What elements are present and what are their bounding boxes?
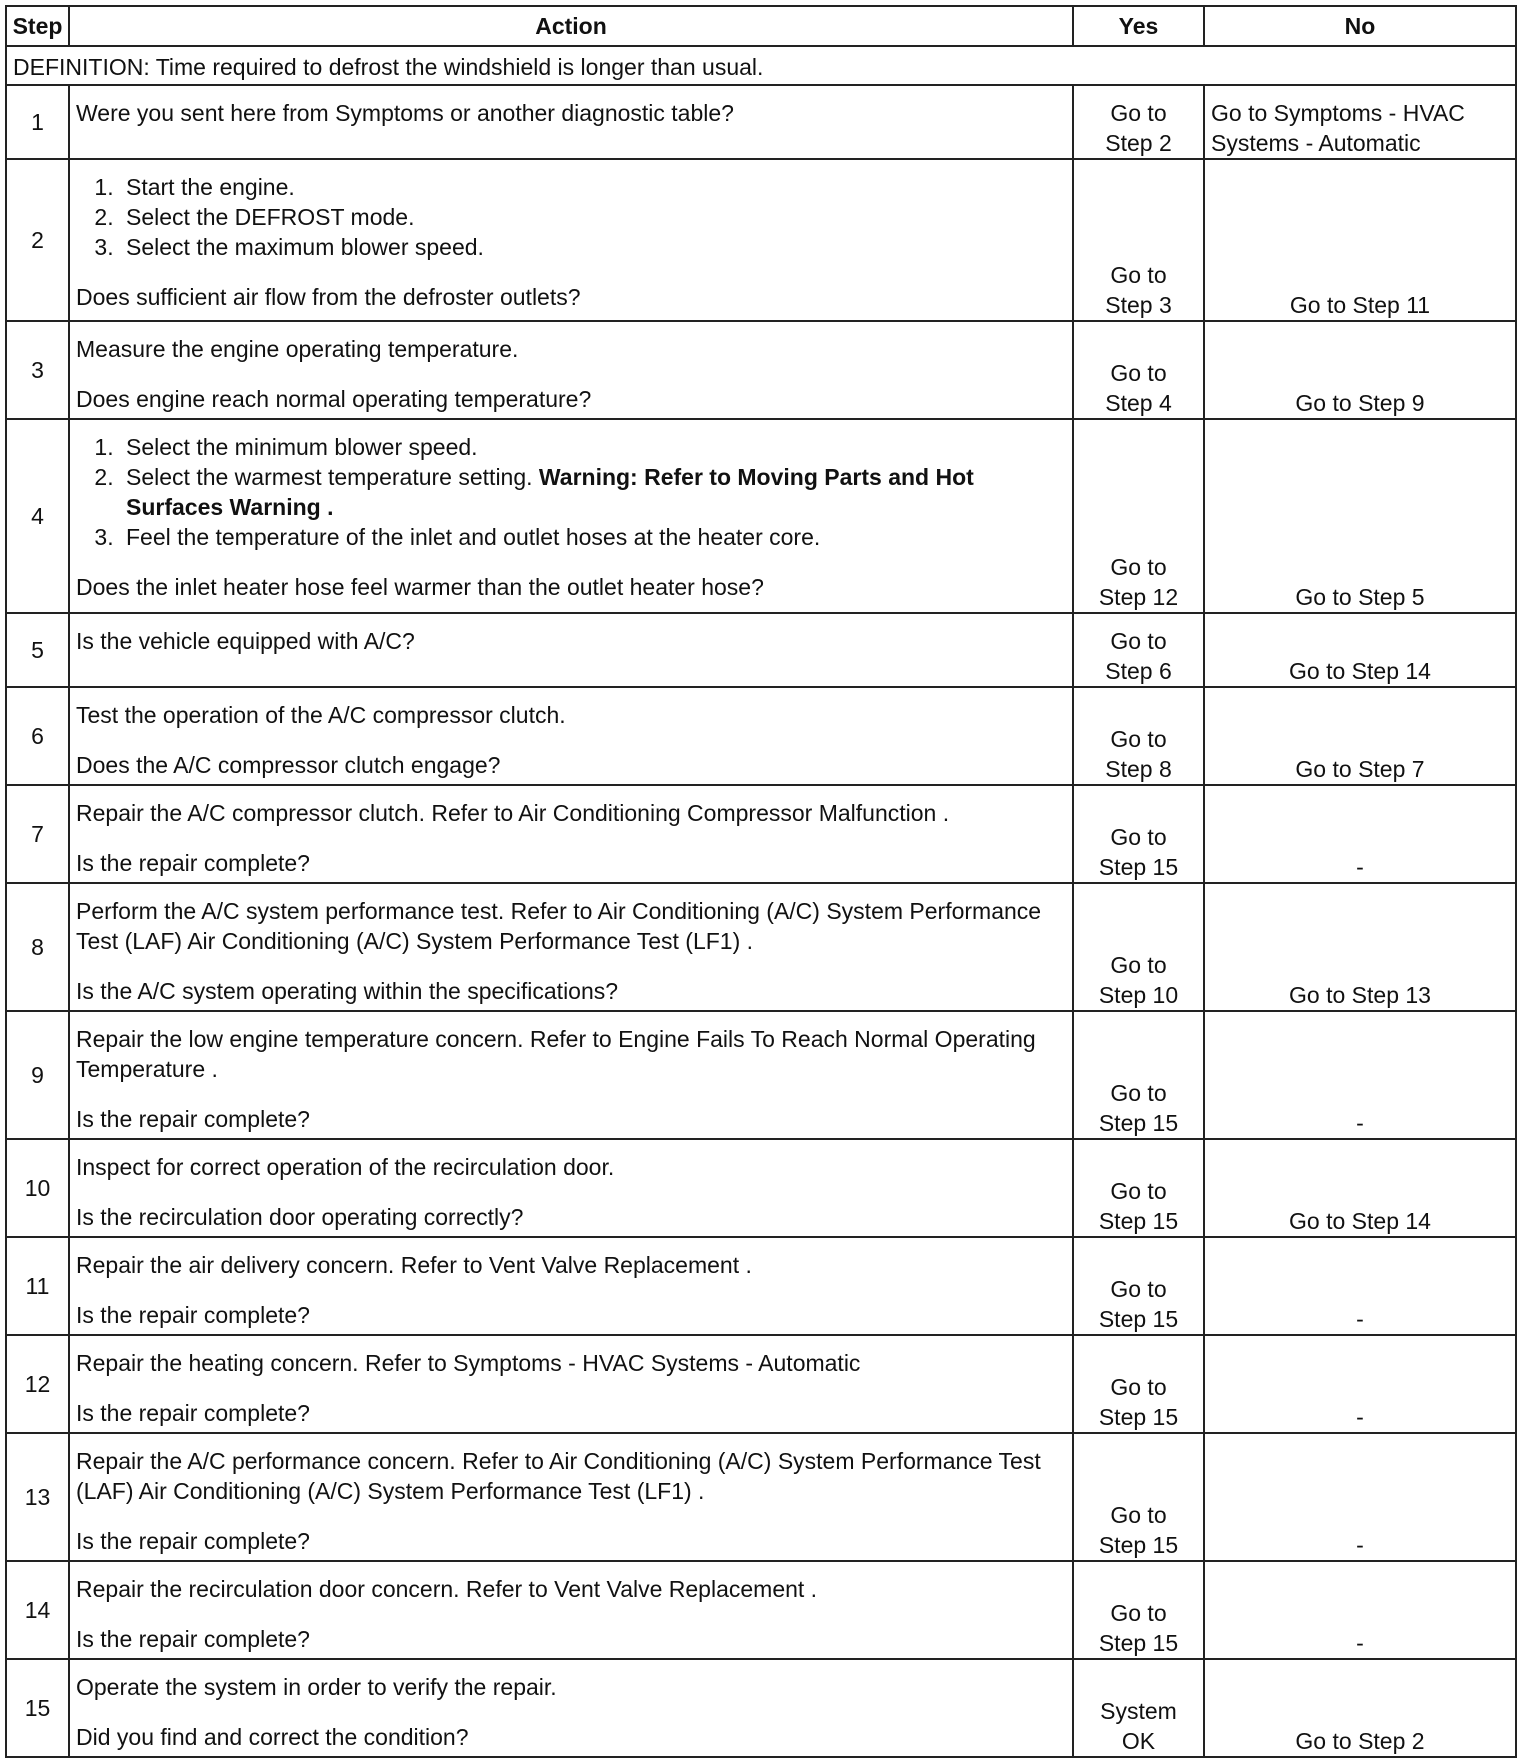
step-number: 13 (6, 1433, 69, 1561)
action-cell (69, 687, 1073, 785)
list-item: 1. Select the minimum blower speed. (120, 432, 1066, 462)
action-text: Is the vehicle equipped with A/C? (76, 628, 415, 654)
yes-cell: Go to Step 4 (1073, 321, 1204, 419)
action-cell (69, 1433, 1073, 1561)
list-item: 3. Feel the temperature of the inlet and outlet hoses at the heater core. (120, 522, 1066, 552)
action-cell (69, 1139, 1073, 1237)
yes-cell: Go to Step 3 (1073, 159, 1204, 321)
table-row (6, 1011, 1516, 1139)
action-text: Were you sent here from Symptoms or another diagnostic table? (76, 100, 734, 126)
no-cell: Go to Step 14 (1204, 613, 1516, 687)
question-text: Is the repair complete? (76, 1626, 310, 1652)
action-cell (69, 613, 1073, 687)
table-row (6, 883, 1516, 1011)
table-row (6, 419, 1516, 613)
no-cell: Go to Step 5 (1204, 419, 1516, 613)
action-cell (69, 321, 1073, 419)
action-text: Repair the recirculation door concern. Refer to Vent Valve Replacement . (76, 1576, 818, 1602)
action-text: Perform the A/C system performance test. Refer to Air Conditioning (A/C) System Performance Test (LAF) Air Conditioning (A/C) System Performance Test (LF1) . (76, 898, 1042, 954)
diagnostic-table (5, 5, 1517, 1758)
table-row (6, 613, 1516, 687)
step-number: 8 (6, 883, 69, 1011)
step-number: 1 (6, 85, 69, 159)
action-cell (69, 883, 1073, 1011)
definition-row (6, 46, 1516, 85)
table-row (6, 1561, 1516, 1659)
question-text: Does the A/C compressor clutch engage? (76, 752, 501, 778)
no-cell: Go to Step 11 (1204, 159, 1516, 321)
table-row (6, 785, 1516, 883)
action-text: Test the operation of the A/C compressor clutch. (76, 702, 566, 728)
warning-text: Warning: Refer to Moving Parts and Hot Surfaces Warning . (126, 464, 974, 520)
yes-cell: Go to Step 15 (1073, 1237, 1204, 1335)
header-action: Action (69, 6, 1073, 46)
question-text: Does sufficient air flow from the defroster outlets? (76, 284, 581, 310)
step-number: 11 (6, 1237, 69, 1335)
question-text: Does engine reach normal operating temperature? (76, 386, 592, 412)
step-number: 2 (6, 159, 69, 321)
action-text: Repair the air delivery concern. Refer to Vent Valve Replacement . (76, 1252, 752, 1278)
action-list (76, 172, 1066, 262)
no-cell: - (1204, 1561, 1516, 1659)
step-number: 5 (6, 613, 69, 687)
action-text: Repair the A/C performance concern. Refer to Air Conditioning (A/C) System Performance Test (LAF) Air Conditioning (A/C) System Performance Test (LF1) . (76, 1448, 1041, 1504)
no-cell: Go to Step 9 (1204, 321, 1516, 419)
step-number: 6 (6, 687, 69, 785)
question-text: Did you find and correct the condition? (76, 1724, 469, 1750)
header-step: Step (6, 6, 69, 46)
step-number: 14 (6, 1561, 69, 1659)
yes-cell: Go to Step 6 (1073, 613, 1204, 687)
yes-cell: Go to Step 2 (1073, 85, 1204, 159)
yes-cell: Go to Step 15 (1073, 1561, 1204, 1659)
yes-cell: Go to Step 15 (1073, 1335, 1204, 1433)
action-cell (69, 419, 1073, 613)
table-row (6, 1335, 1516, 1433)
yes-cell: Go to Step 12 (1073, 419, 1204, 613)
header-no: No (1204, 6, 1516, 46)
no-cell: - (1204, 1335, 1516, 1433)
question-text: Is the repair complete? (76, 1528, 310, 1554)
yes-cell: Go to Step 15 (1073, 1139, 1204, 1237)
action-cell (69, 1561, 1073, 1659)
action-text: Inspect for correct operation of the recirculation door. (76, 1154, 615, 1180)
no-cell: - (1204, 785, 1516, 883)
action-text: Operate the system in order to verify the repair. (76, 1674, 557, 1700)
question-text: Is the repair complete? (76, 1400, 310, 1426)
header-row (6, 6, 1516, 46)
action-cell (69, 785, 1073, 883)
no-cell: Go to Step 7 (1204, 687, 1516, 785)
action-text: Repair the low engine temperature concern. Refer to Engine Fails To Reach Normal Operating Temperature . (76, 1026, 1036, 1082)
table-row (6, 1659, 1516, 1757)
step-number: 4 (6, 419, 69, 613)
no-cell: Go to Step 14 (1204, 1139, 1516, 1237)
yes-cell: System OK (1073, 1659, 1204, 1757)
action-cell (69, 1659, 1073, 1757)
action-cell (69, 1011, 1073, 1139)
yes-cell: Go to Step 15 (1073, 785, 1204, 883)
list-item: 2. Select the warmest temperature setting. Warning: Refer to Moving Parts and Hot Surfaces Warning . (120, 462, 1066, 522)
action-cell (69, 85, 1073, 159)
question-text: Is the repair complete? (76, 1106, 310, 1132)
step-number: 12 (6, 1335, 69, 1433)
question-text: Is the repair complete? (76, 850, 310, 876)
action-cell (69, 1237, 1073, 1335)
list-item: 1. Start the engine. (120, 172, 1066, 202)
question-text: Is the recirculation door operating correctly? (76, 1204, 524, 1230)
table-row (6, 1433, 1516, 1561)
question-text: Does the inlet heater hose feel warmer than the outlet heater hose? (76, 574, 764, 600)
no-cell: - (1204, 1237, 1516, 1335)
table-row (6, 321, 1516, 419)
no-cell: Go to Step 13 (1204, 883, 1516, 1011)
table-row (6, 85, 1516, 159)
no-cell: - (1204, 1011, 1516, 1139)
action-text: Measure the engine operating temperature. (76, 336, 519, 362)
yes-cell: Go to Step 15 (1073, 1011, 1204, 1139)
table-row (6, 1237, 1516, 1335)
header-yes: Yes (1073, 6, 1204, 46)
question-text: Is the repair complete? (76, 1302, 310, 1328)
step-number: 3 (6, 321, 69, 419)
table-row (6, 687, 1516, 785)
table-row (6, 159, 1516, 321)
yes-cell: Go to Step 15 (1073, 1433, 1204, 1561)
step-number: 9 (6, 1011, 69, 1139)
yes-cell: Go to Step 8 (1073, 687, 1204, 785)
no-cell: Go to Symptoms - HVAC Systems - Automatic (1204, 85, 1516, 159)
no-cell: Go to Step 2 (1204, 1659, 1516, 1757)
table-row (6, 1139, 1516, 1237)
definition-text: DEFINITION: Time required to defrost the windshield is longer than usual. (6, 46, 1516, 85)
step-number: 10 (6, 1139, 69, 1237)
step-number: 7 (6, 785, 69, 883)
question-text: Is the A/C system operating within the specifications? (76, 978, 619, 1004)
yes-cell: Go to Step 10 (1073, 883, 1204, 1011)
action-cell (69, 159, 1073, 321)
action-text: Repair the heating concern. Refer to Symptoms - HVAC Systems - Automatic (76, 1350, 861, 1376)
action-list (76, 432, 1066, 552)
action-cell (69, 1335, 1073, 1433)
list-item: 3. Select the maximum blower speed. (120, 232, 1066, 262)
action-text: Repair the A/C compressor clutch. Refer to Air Conditioning Compressor Malfunction . (76, 800, 950, 826)
no-cell: - (1204, 1433, 1516, 1561)
list-item: 2. Select the DEFROST mode. (120, 202, 1066, 232)
step-number: 15 (6, 1659, 69, 1757)
